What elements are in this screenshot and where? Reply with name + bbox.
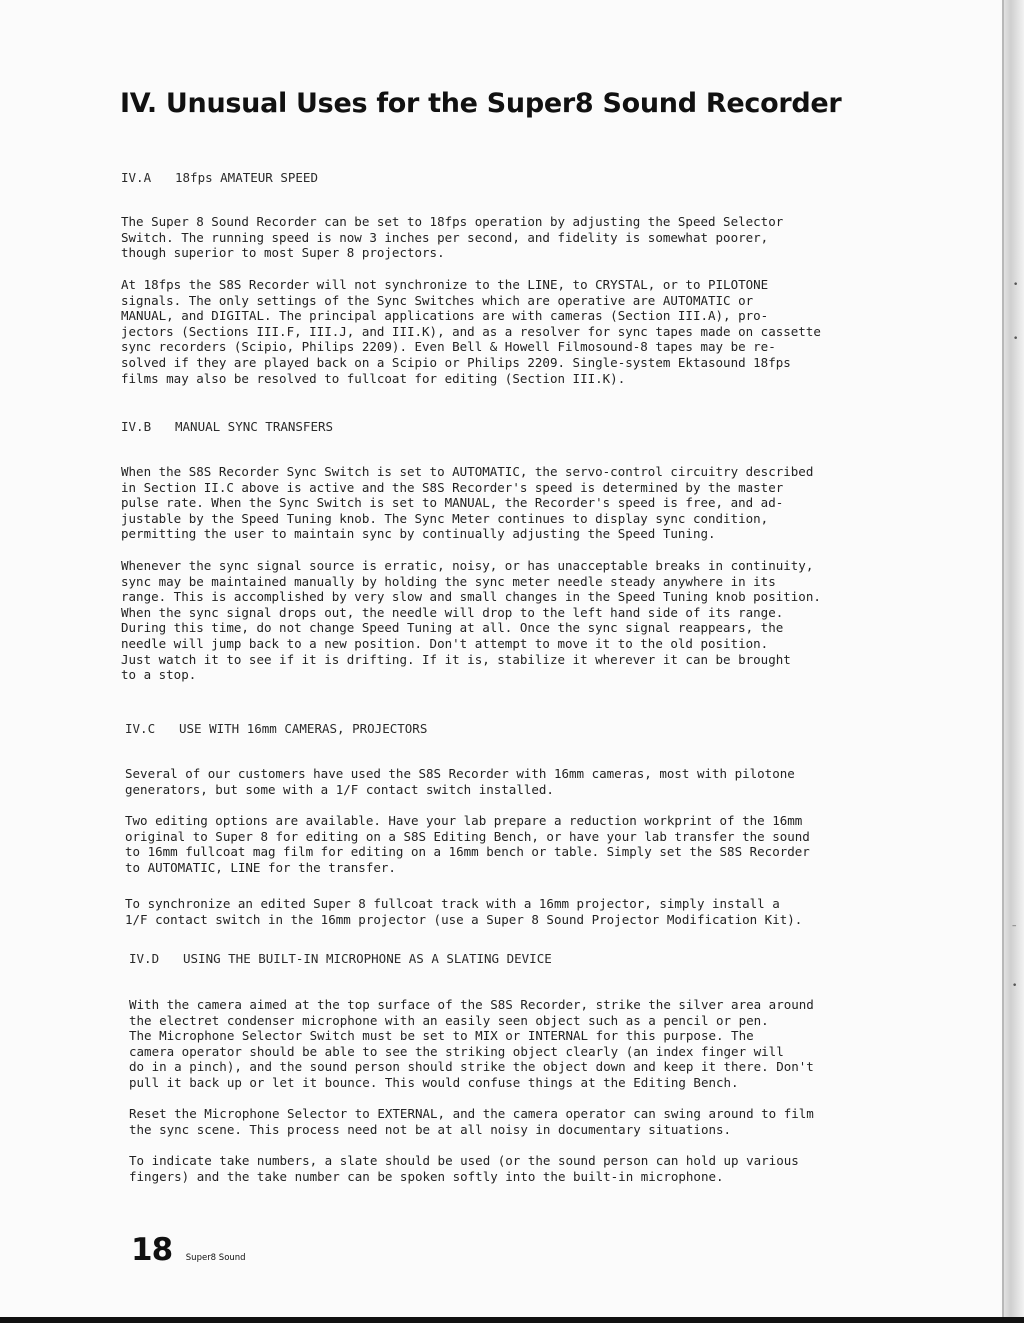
page-number: 18: [131, 1232, 173, 1268]
page-edge-shadow: [1002, 0, 1024, 1323]
section-heading-iv-b: [121, 419, 333, 434]
paragraph: To synchronize an edited Super 8 fullcoat track with a 16mm projector, simply install a 1/F contact switch in the 16mm projector (use a Super 8 Sound Projector Modification Kit).: [125, 896, 803, 927]
section-number: IV.A: [121, 170, 152, 185]
section-heading-iv-d: [129, 951, 552, 966]
section-number: IV.C: [125, 721, 156, 736]
page-footer: [131, 1232, 246, 1268]
page-title: IV. Unusual Uses for the Super8 Sound Recorder: [120, 88, 842, 119]
section-title: USE WITH 16mm CAMERAS, PROJECTORS: [179, 721, 428, 736]
section-title: USING THE BUILT-IN MICROPHONE AS A SLATING DEVICE: [183, 951, 552, 966]
section-title: MANUAL SYNC TRANSFERS: [175, 419, 334, 434]
bottom-edge-bar: [0, 1317, 1024, 1323]
paragraph: With the camera aimed at the top surface of the S8S Recorder, strike the silver area around the electret condenser microphone with an easily seen object such as a pencil or pen. The Microphone Selector Switch must be set to MIX or INTERNAL for this purpose. The camera operator should be able to see the striking object clearly (an index finger will do in a pinch), and the sound person should strike the object down and keep it there. Don't pull it back up or let it bounce. This would confuse things at the Editing Bench.: [129, 997, 814, 1090]
paragraph: Reset the Microphone Selector to EXTERNAL, and the camera operator can swing around to film the sync scene. This process need not be at all noisy in documentary situations.: [129, 1106, 814, 1137]
paragraph: To indicate take numbers, a slate should be used (or the sound person can hold up various fingers) and the take number can be spoken softly into the built-in microphone.: [129, 1153, 799, 1184]
section-heading-iv-a: [121, 170, 318, 185]
paragraph: When the S8S Recorder Sync Switch is set to AUTOMATIC, the servo-control circuitry described in Section II.C above is active and the S8S Recorder's speed is determined by the master pulse rate. When the Sync Switch is set to MANUAL, the Recorder's speed is free, and ad- justable by the Speed Tuning knob. The Sync Meter continues to display sync condition, permitting the user to maintain sync by continually adjusting the Speed Tuning.: [121, 464, 814, 542]
section-number: IV.B: [121, 419, 152, 434]
paragraph: Whenever the sync signal source is erratic, noisy, or has unacceptable breaks in continuity, sync may be maintained manually by holding the sync meter needle steady anywhere in its range. This is accomplished by very slow and small changes in the Speed Tuning knob position. When the sync signal drops out, the needle will drop to the left hand side of its range. During this time, do not change Speed Tuning at all. Once the sync signal reappears, the needle will jump back to a new position. Don't attempt to move it to the old position. Just watch it to see if it is drifting. If it is, stabilize it wherever it can be brought to a stop.: [121, 558, 821, 683]
footer-brand: Super8 Sound: [185, 1253, 246, 1263]
margin-mark: –: [1012, 921, 1017, 931]
margin-mark: •: [1013, 334, 1019, 344]
paragraph: Two editing options are available. Have your lab prepare a reduction workprint of the 16mm original to Super 8 for editing on a S8S Editing Bench, or have your lab transfer the sound to 16mm fullcoat mag film for editing on a 16mm bench or table. Simply set the S8S Recorder to AUTOMATIC, LINE for the transfer.: [125, 813, 810, 875]
margin-mark: •: [1012, 981, 1018, 991]
section-number: IV.D: [129, 951, 160, 966]
section-heading-iv-c: [125, 721, 427, 736]
paragraph: The Super 8 Sound Recorder can be set to 18fps operation by adjusting the Speed Selector Switch. The running speed is now 3 inches per second, and fidelity is somewhat poorer, though superior to most Super 8 projectors.: [121, 214, 784, 261]
section-title: 18fps AMATEUR SPEED: [175, 170, 318, 185]
margin-mark: •: [1013, 280, 1019, 290]
page-edge-line: [1002, 0, 1004, 1323]
paragraph: Several of our customers have used the S8S Recorder with 16mm cameras, most with pilotone generators, but some with a 1/F contact switch installed.: [125, 766, 795, 797]
paragraph: At 18fps the S8S Recorder will not synchronize to the LINE, to CRYSTAL, or to PILOTONE signals. The only settings of the Sync Switches which are operative are AUTOMATIC or MANUAL, and DIGITAL. The principal applications are with cameras (Section III.A), pro- jectors (Sections III.F, III.J, and III.K), and as a resolver for sync tapes made on cassette sync recorders (Scipio, Philips 2209). Even Bell & Howell Filmosound-8 tapes may be re- solved if they are played back on a Scipio or Philips 2209. Single-system Ektasound 18fps films may also be resolved to fullcoat for editing (Section III.K).: [121, 277, 821, 386]
